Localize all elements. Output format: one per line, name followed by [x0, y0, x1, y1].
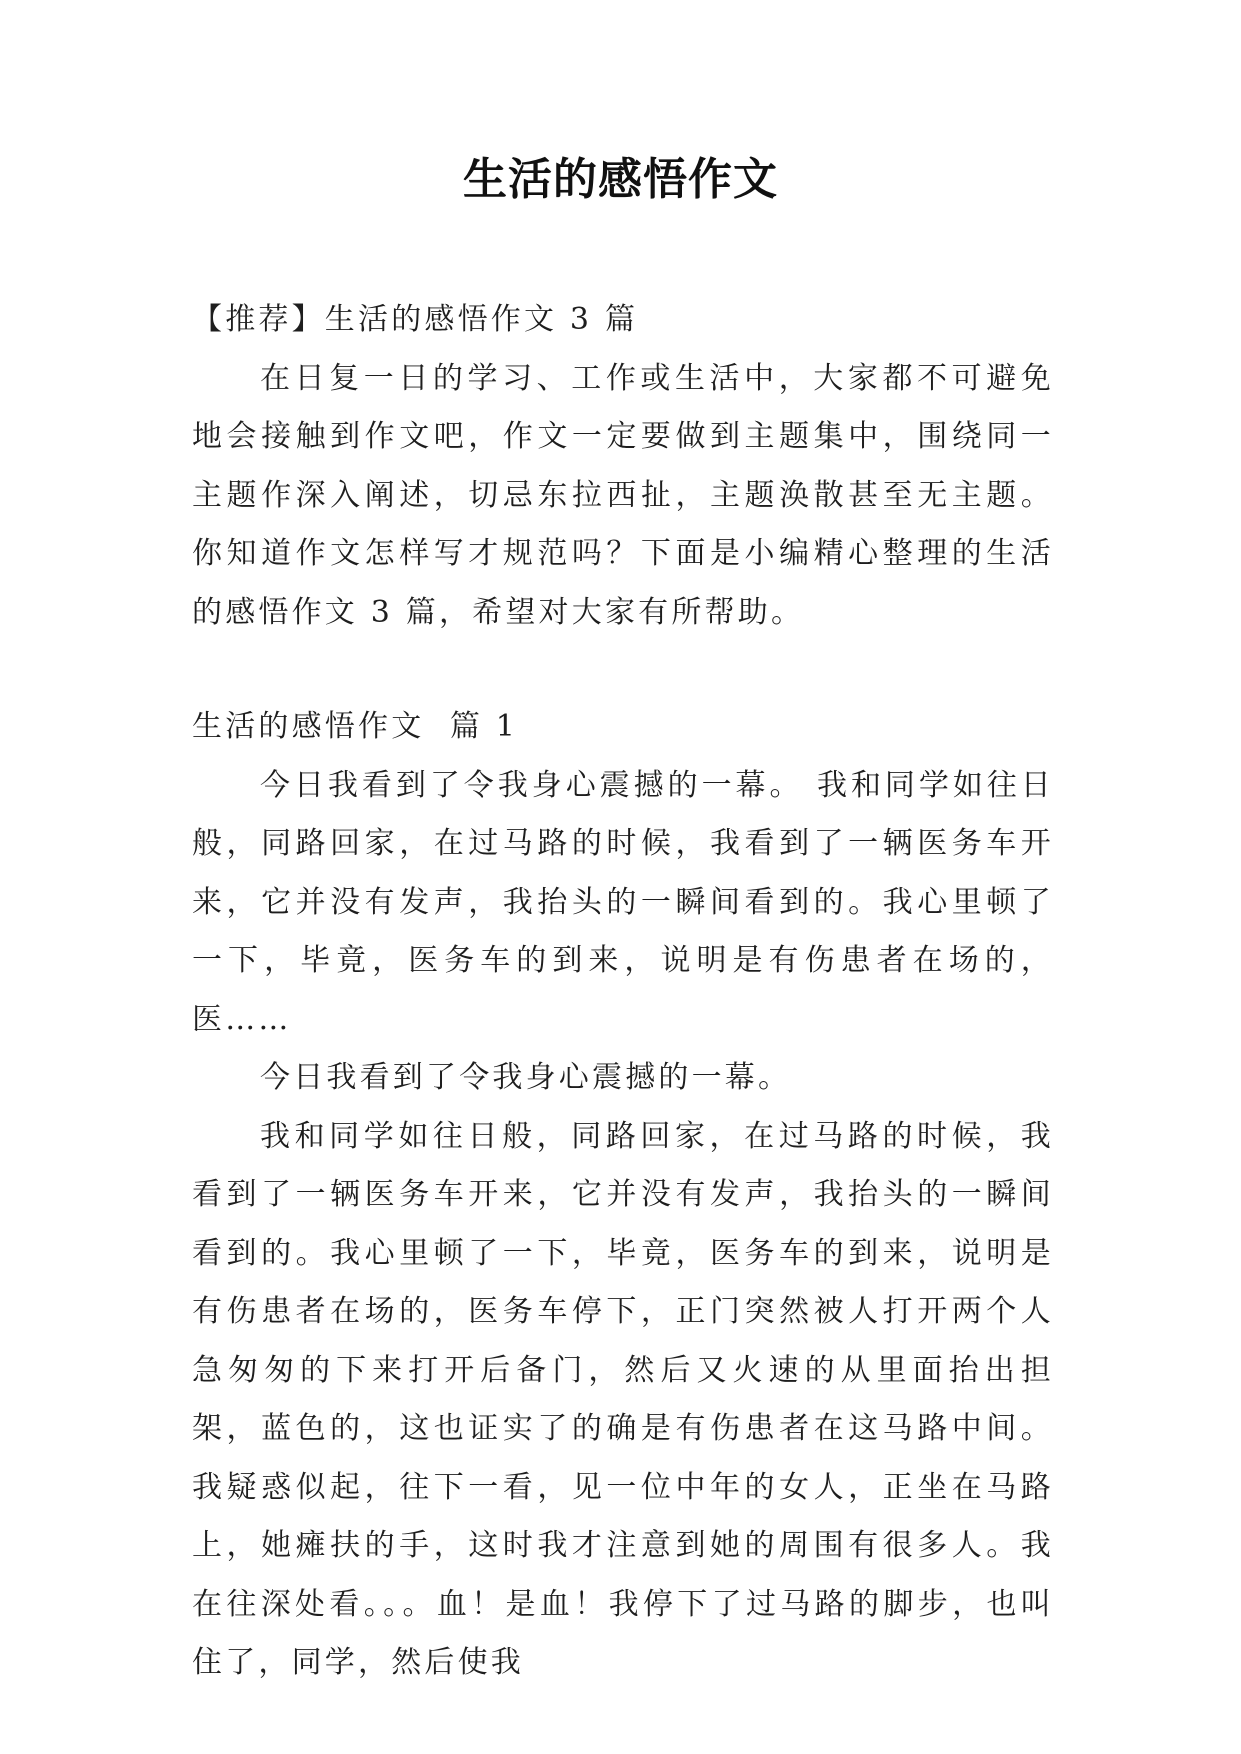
document-title: 生活的感悟作文: [463, 154, 778, 205]
essay-section-1: [192, 698, 1054, 1693]
section-paragraph: 我和同学如往日般，同路回家，在过马路的时候，我看到了一辆医务车开来，它并没有发声，我抬头的一瞬间看到的。我心里顿了一下，毕竟，医务车的到来，说明是有伤患者在场的，医务车停下，正门突然被人打开两个人急匆匆的下来打开后备门，然后又火速的从里面抬出担架，蓝色的，这也证实了的确是有伤患者在这马路中间。我疑惑似起，往下一看，见一位中年的女人，正坐在马路上，她瘫扶的手，这时我才注意到她的周围有很多人。我在往深处看。。。血！是血！我停下了过马路的脚步，也叫住了，同学，然后使我: [192, 1118, 1054, 1680]
intro-paragraph: 在日复一日的学习、工作或生活中，大家都不可避免地会接触到作文吧，作文一定要做到主题集中，围绕同一主题作深入阐述，切忌东拉西扯，主题涣散甚至无主题。你知道作文怎样写才规范吗？下面是小编精心整理的生活的感悟作文 3 篇，希望对大家有所帮助。: [192, 360, 1054, 630]
section-paragraph: 今日我看到了令我身心震撼的一幕。: [260, 1060, 792, 1095]
section-heading: 生活的感悟作文 篇 1: [192, 709, 519, 744]
recommend-heading: 【推荐】生活的感悟作文 3 篇: [192, 302, 639, 337]
intro-section: [192, 291, 1054, 642]
section-summary-paragraph: 今日我看到了令我身心震撼的一幕。 我和同学如往日般，同路回家，在过马路的时候，我看到了一辆医务车开来，它并没有发声，我抬头的一瞬间看到的。我心里顿了一下，毕竟，医务车的到来，说明是有伤患者在场的，医……: [192, 767, 1054, 1037]
